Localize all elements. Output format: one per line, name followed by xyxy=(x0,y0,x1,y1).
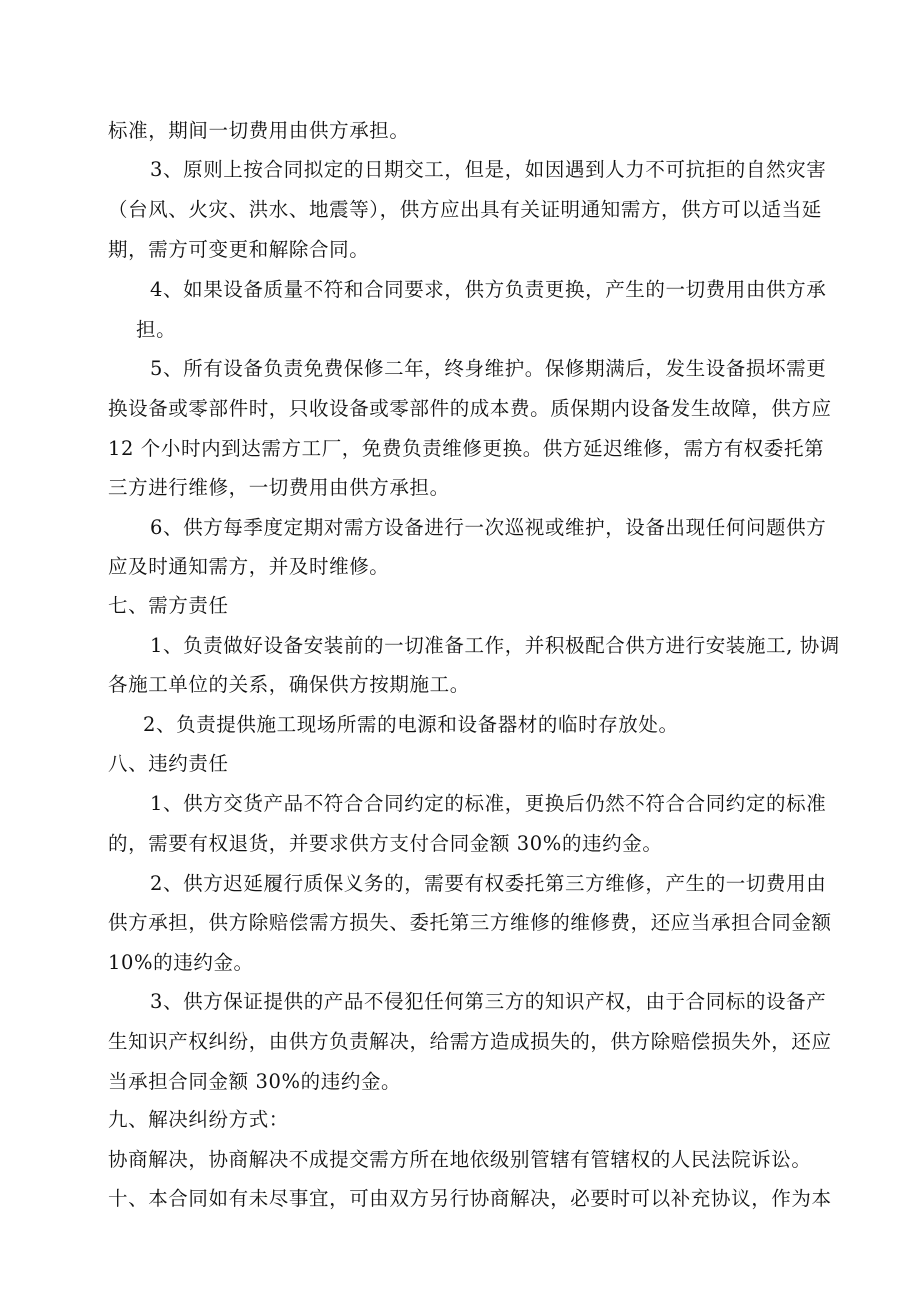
text-line: 4、如果设备质量不符和合同要求，供方负责更换，产生的一切费用由供方承 xyxy=(150,278,827,301)
text-line: 2、供方迟延履行质保义务的，需要有权委托第三方维修，产生的一切费用由 xyxy=(150,872,827,895)
text-line: 5、所有设备负责免费保修二年，终身维护。保修期满后，发生设备损坏需更 xyxy=(150,357,827,380)
text-line: （台风、火灾、洪水、地震等），供方应出具有关证明通知需方，供方可以适当延 xyxy=(108,198,822,221)
text-line: 10%的违约金。 xyxy=(108,951,254,974)
text-line: 当承担合同金额 30%的违约金。 xyxy=(108,1070,402,1093)
text-line: 供方承担，供方除赔偿需方损失、委托第三方维修的维修费，还应当承担合同金额 xyxy=(108,911,832,934)
section-heading: 十、本合同如有未尽事宜，可由双方另行协商解决，必要时可以补充协议，作为本 xyxy=(108,1187,832,1210)
text-line: 3、供方保证提供的产品不侵犯任何第三方的知识产权，由于合同标的设备产 xyxy=(150,990,827,1013)
text-line: 三方进行维修，一切费用由供方承担。 xyxy=(108,476,450,499)
text-line: 生知识产权纠纷，由供方负责解决，给需方造成损失的，供方除赔偿损失外，还应 xyxy=(108,1030,832,1053)
text-line: 1、供方交货产品不符合合同约定的标准，更换后仍然不符合合同约定的标准 xyxy=(150,792,827,815)
text-line: 标准，期间一切费用由供方承担。 xyxy=(108,119,410,142)
section-heading: 七、需方责任 xyxy=(108,594,229,617)
text-line: 2、负责提供施工现场所需的电源和设备器材的临时存放处。 xyxy=(143,713,679,736)
text-line: 换设备或零部件时，只收设备或零部件的成本费。质保期内设备发生故障，供方应 xyxy=(108,397,832,420)
section-heading: 八、违约责任 xyxy=(108,752,229,775)
text-line: 期，需方可变更和解除合同。 xyxy=(108,238,370,261)
text-line: 的，需要有权退货，并要求供方支付合同金额 30%的违约金。 xyxy=(108,832,663,855)
text-line: 1、负责做好设备安装前的一切准备工作，并积极配合供方进行安装施工, 协调 xyxy=(150,634,840,657)
text-line: 12 个小时内到达需方工厂，免费负责维修更换。供方延迟维修，需方有权委托第 xyxy=(108,437,825,460)
text-line: 担。 xyxy=(136,318,177,341)
text-line: 6、供方每季度定期对需方设备进行一次巡视或维护，设备出现任何问题供方 xyxy=(150,516,827,539)
section-heading: 九、解决纠纷方式： xyxy=(108,1108,289,1131)
text-line: 各施工单位的关系，确保供方按期施工。 xyxy=(108,673,470,696)
text-line: 3、原则上按合同拟定的日期交工，但是，如因遇到人力不可抗拒的自然灾害 xyxy=(150,158,827,181)
text-line: 应及时通知需方，并及时维修。 xyxy=(108,555,390,578)
text-line: 协商解决，协商解决不成提交需方所在地依级别管辖有管辖权的人民法院诉讼。 xyxy=(108,1148,812,1171)
